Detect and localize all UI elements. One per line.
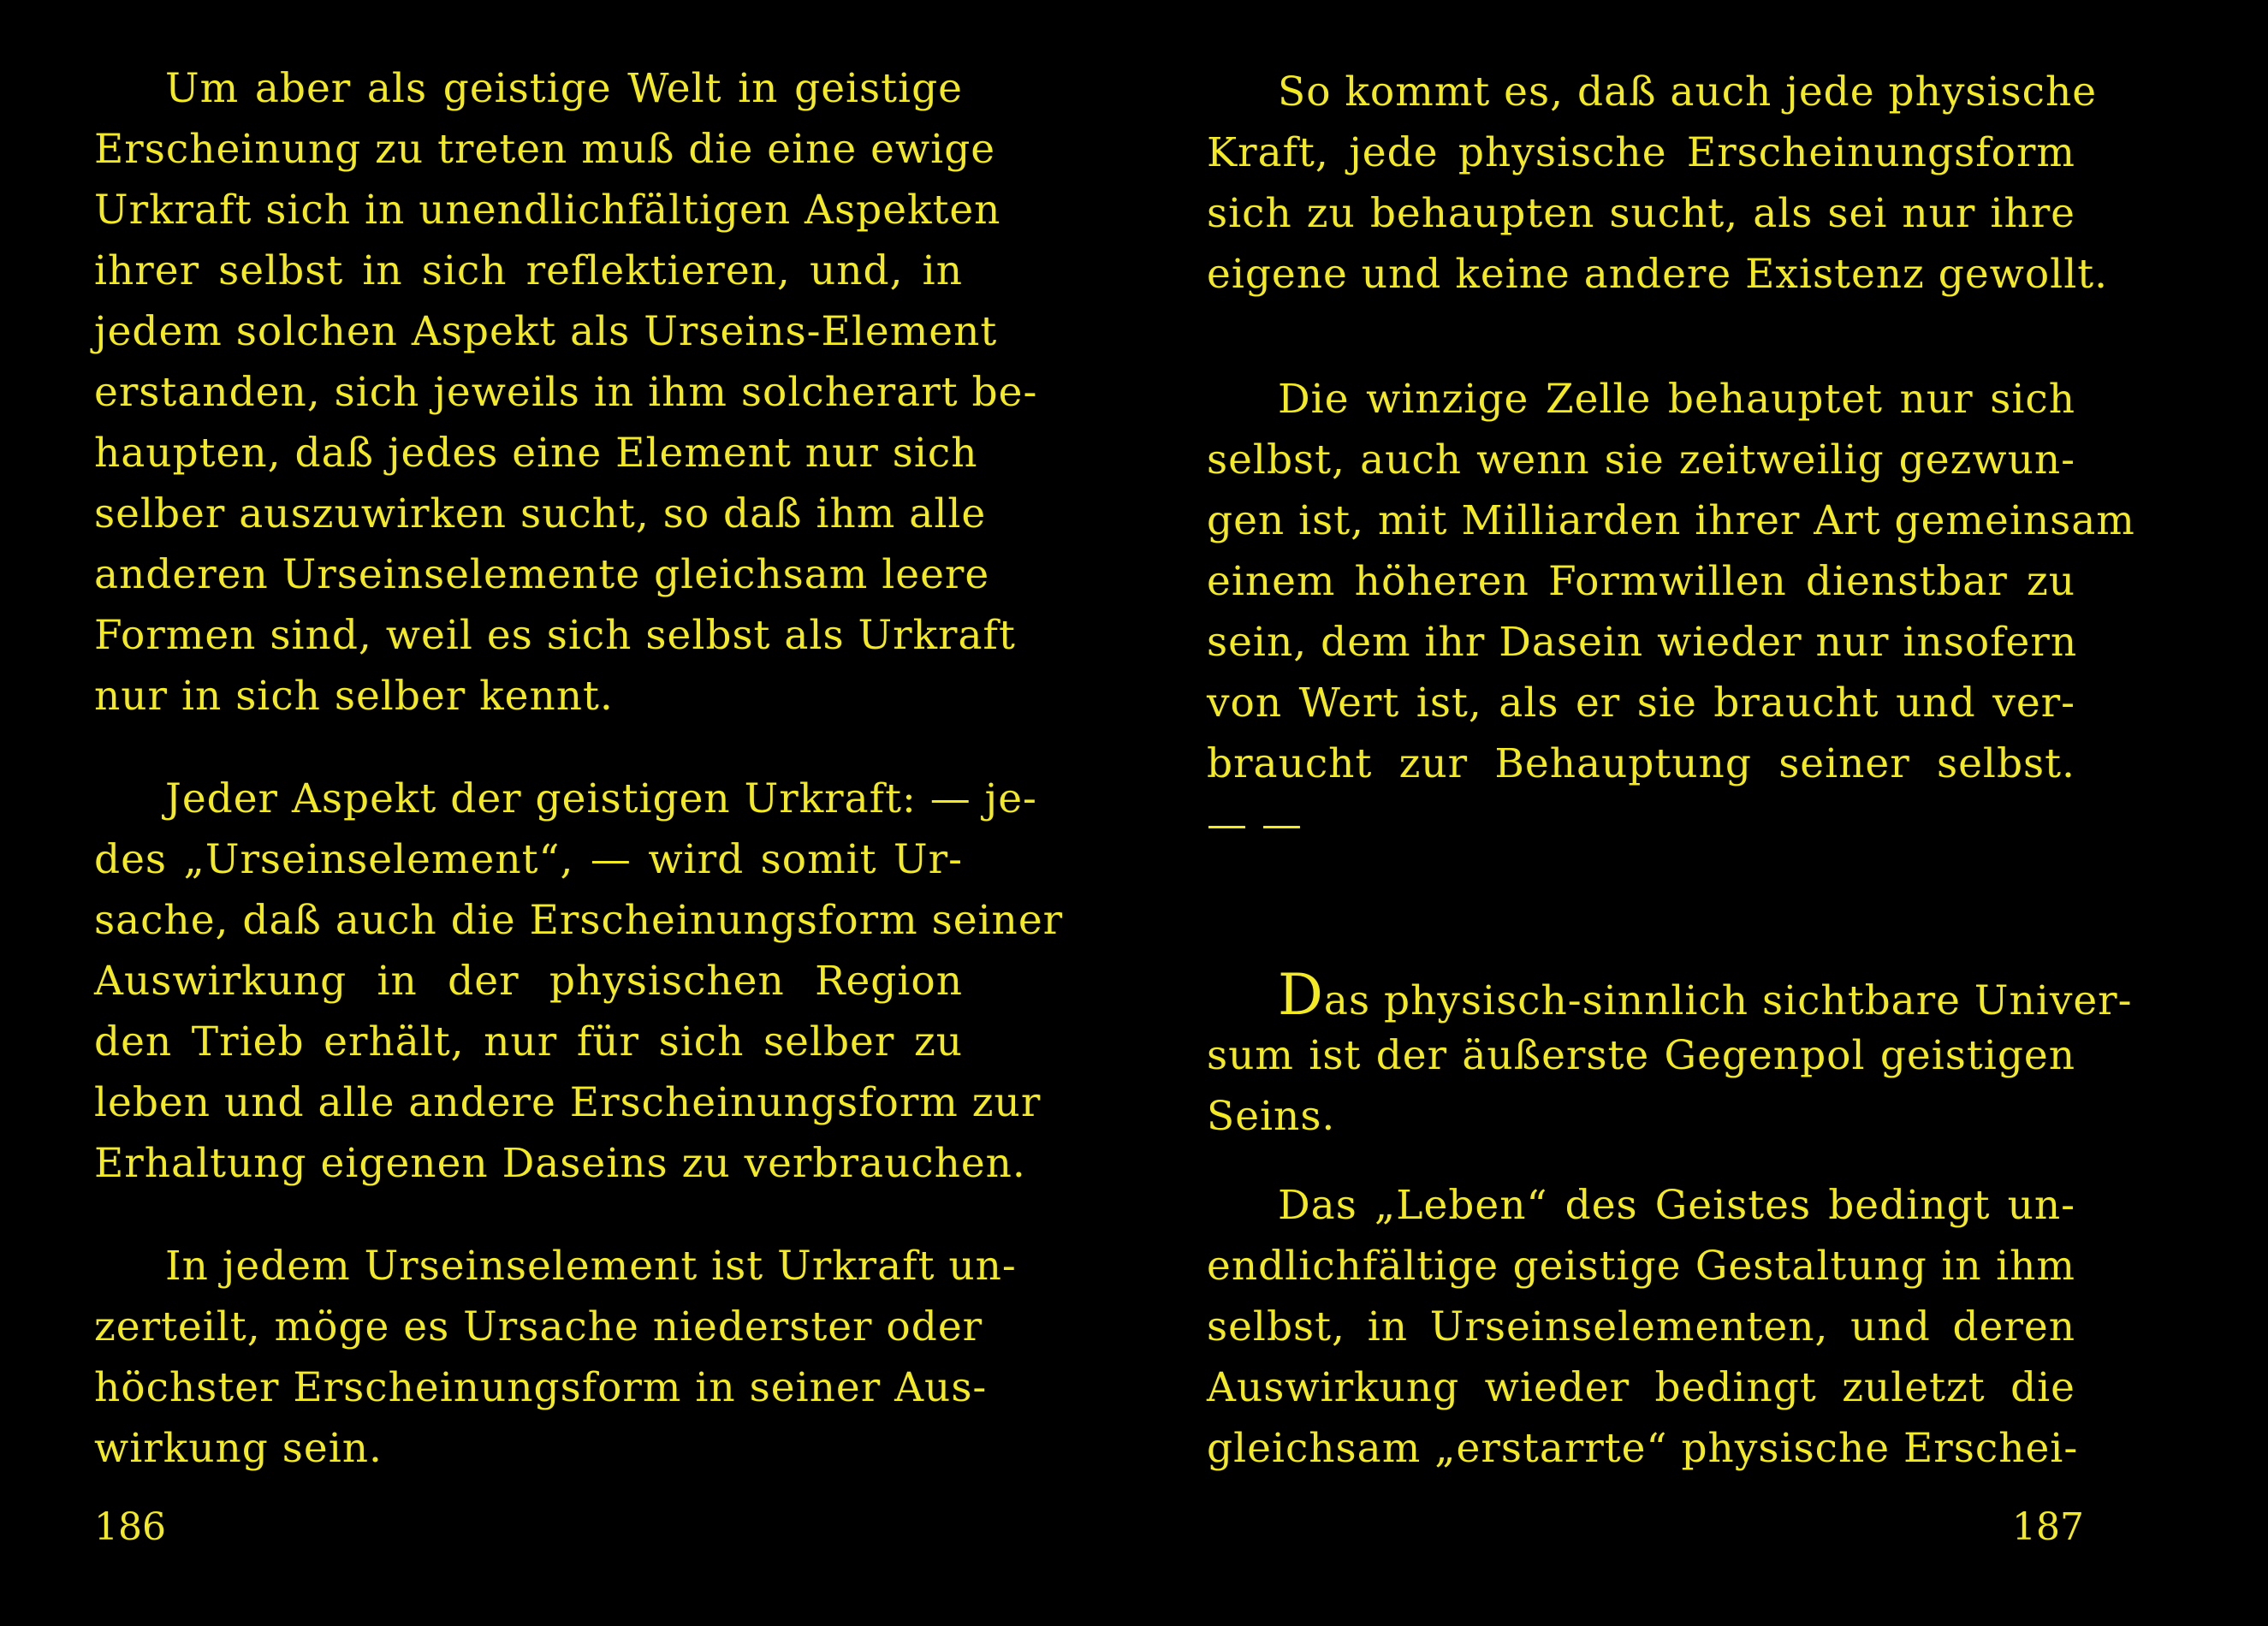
text-line: gleichsam „erstarrte“ physische Erschei- [1207,1425,2079,1472]
text-line: Erhaltung eigenen Daseins zu verbrauchen. [94,1140,1026,1187]
text-line: sein, dem ihr Dasein wieder nur insofern [1207,619,2078,666]
right-page [1207,0,2135,1626]
text-line: jedem solchen Aspekt als Urseins-Element [94,308,998,355]
text-line: einem höheren Formwillen dienstbar zu [1207,558,2075,605]
page-number: 186 [94,1505,166,1549]
text-fragment: as physisch-sinnlich sichtbare Univer- [1323,977,2133,1024]
paragraph [94,768,1064,1194]
paragraph [94,58,1038,727]
text-line: — — [1207,801,1303,848]
text-line: wirkung sein. [94,1425,383,1472]
text-line: Jeder Aspekt der geistigen Urkraft: — je- [165,775,1037,822]
text-line: sache, daß auch die Erscheinungsform seiner [94,897,1064,944]
paragraph [1207,62,2109,305]
text-line: höchster Erscheinungsform in seiner Aus- [94,1364,988,1411]
text-line: Um aber als geistige Welt in geistige [165,65,963,112]
text-line: Erscheinung zu treten muß die eine ewige [94,126,996,173]
text-line: den Trieb erhält, nur für sich selber zu [94,1018,963,1065]
text-line: Urkraft sich in unendlichfältigen Aspekten [94,187,1001,234]
text-line: selbst, in Urseinselementen, und deren [1207,1303,2075,1350]
text-line: gen ist, mit Milliarden ihrer Art gemeinsam [1207,497,2135,544]
text-line [1207,962,2133,1028]
text-line: So kommt es, daß auch jede physische [1278,68,2098,116]
text-line: ihrer selbst in sich reflektieren, und, in [94,247,963,294]
text-line: eigene und keine andere Existenz gewollt. [1207,251,2109,298]
text-line: braucht zur Behauptung seiner selbst. [1207,740,2075,787]
text-line: Formen sind, weil es sich selbst als Urkraft [94,612,1016,659]
text-line: anderen Urseinselemente gleichsam leere [94,551,990,598]
text-line: In jedem Urseinselement ist Urkraft un- [165,1243,1017,1290]
text-line: von Wert ist, als er sie braucht und ver- [1207,679,2075,727]
text-line: Das „Leben“ des Geistes bedingt un- [1278,1182,2075,1229]
text-line: sum ist der äußerste Gegenpol geistigen [1207,1032,2075,1079]
text-line: Auswirkung in der physischen Region [94,958,963,1005]
text-line: selber auszuwirken sucht, so daß ihm alle [94,490,987,537]
text-line: endlichfältige geistige Gestaltung in ihm [1207,1243,2075,1290]
paragraph [1207,962,2133,1147]
text-line: selbst, auch wenn sie zeitweilig gezwun- [1207,436,2075,484]
text-line: zerteilt, möge es Ursache niederster oder [94,1303,983,1350]
text-line: erstanden, sich jeweils in ihm solcherart be- [94,369,1038,416]
drop-initial: D [1278,962,1324,1028]
paragraph [94,1236,1017,1479]
paragraph [1207,1175,2079,1479]
page-number: 187 [2012,1505,2084,1549]
text-line: des „Urseinselement“, — wird somit Ur- [94,836,963,883]
text-line: leben und alle andere Erscheinungsform zur [94,1079,1042,1126]
text-line: nur in sich selber kennt. [94,673,614,720]
text-line: haupten, daß jedes eine Element nur sich [94,430,978,477]
left-page [94,0,1064,1626]
text-line: Die winzige Zelle behauptet nur sich [1278,376,2075,423]
paragraph [1207,369,2135,855]
text-line: Kraft, jede physische Erscheinungsform [1207,129,2075,176]
text-line: Seins. [1207,1093,1336,1140]
text-line: sich zu behaupten sucht, als sei nur ihre [1207,190,2075,237]
text-line: Auswirkung wieder bedingt zuletzt die [1207,1364,2075,1411]
